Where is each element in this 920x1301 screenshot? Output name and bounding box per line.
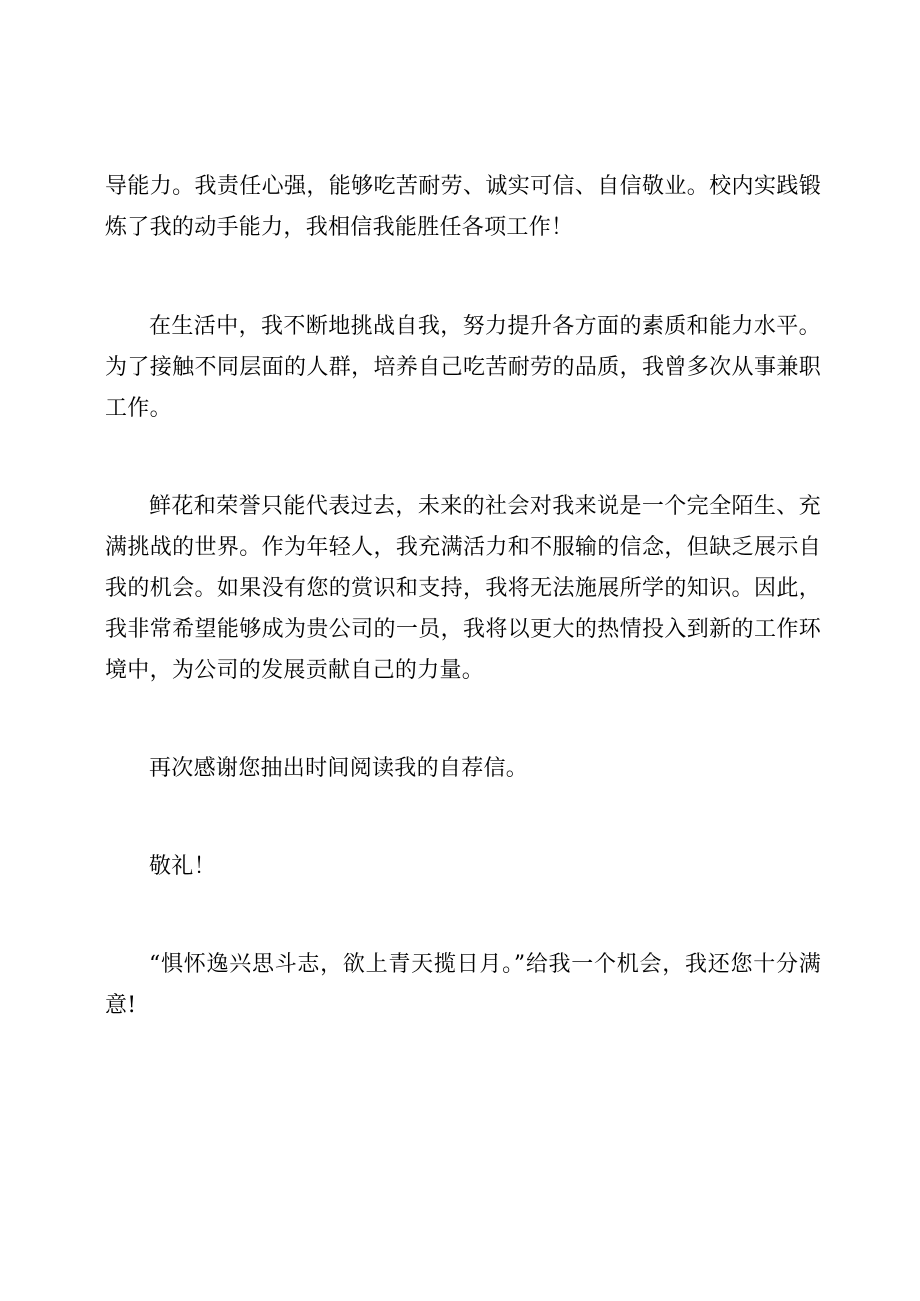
paragraph-closing-quote: “惧怀逸兴思斗志，欲上青天揽日月。”给我一个机会，我还您十分满意! [105,952,821,1018]
letter-body [105,166,821,1026]
paragraph-life: 在生活中，我不断地挑战自我，努力提升各方面的素质和能力水平。为了接触不同层面的人群，培养自己吃苦耐劳的品质，我曾多次从事兼职工作。 [105,314,821,421]
paragraph-future: 鲜花和荣誉只能代表过去，未来的社会对我来说是一个完全陌生、充满挑战的世界。作为年轻人，我充满活力和不服输的信念，但缺乏展示自我的机会。如果没有您的赏识和支持，我将无法施展所学的知识。因此，我非常希望能够成为贵公司的一员，我将以更大的热情投入到新的工作环境中，为公司的发展贡献自己的力量。 [105,494,821,683]
paragraph-continuation: 导能力。我责任心强，能够吃苦耐劳、诚实可信、自信敬业。校内实践锻炼了我的动手能力，我相信我能胜任各项工作！ [105,174,821,240]
paragraph-salutation: 敬礼！ [149,854,216,879]
paragraph-thanks: 再次感谢您抽出时间阅读我的自荐信。 [149,756,529,781]
